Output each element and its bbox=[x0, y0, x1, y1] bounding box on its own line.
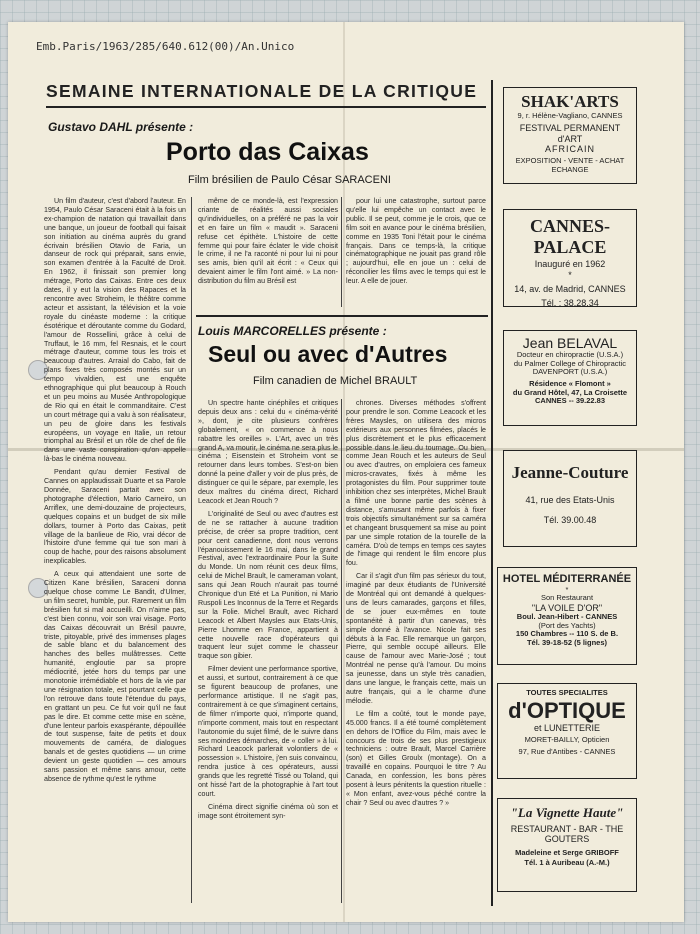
paragraph: pour lui une catastrophe, surtout parce qu'elle lui empêche un contact avec le public. Il se peut, comme je le crois, que ce film soit en avance pour le cinéma brésilien, comme en 1935 Toni l'était pour le cinéma français. Dans ce temps-là, la critique cinématographique ne jouait pas grand rôle ; aujourd'hui, elle en joue un : celui de réconcilier les films avec le temps qui est le leur. A elle de jouer. bbox=[346, 197, 486, 286]
paragraph: L'originalité de Seul ou avec d'autres est de ne se rattacher à aucune tradition précise, de créer sa propre tradition, cent pour cent canadienne, dont nous verrons l'épanouissement le 16 mai, dans le grand Festival, avec l'extraordinaire Pour la Suite du Monde. Un nom réunit ces deux films, celui de Michel Brault, le cameraman volant, sans qui Jean Rouch n'aurait pas tourné Chronique d'un Eté et La Punition, ni Mario Ruspoli Les Inconnus de la Terre et Regards sur la Folie. Michel Brault, avec Richard Leacock et Albert Maysles aux Etats-Unis, Pierre Lhomme en France, appartient à cette nouvelle race d'opérateurs qui traquent leur sujet comme le chasseur traque son gibier. bbox=[198, 509, 338, 661]
paragraph: Le film a coûté, tout le monde paye, 45.000 francs. Il a été tourné complètement en dehors de l'Office du Film, mais avec le concours de trois de ses plus prestigieux techniciens : outre Brault, Marcel Carrière (son) et Gilles Groulx (montage). On a travaillé en copains. Pourquoi le titre ? Au Canada, en confession, les bons pères posent à leurs pénitents la question rituelle : « Mon enfant, avez-vous péché contre la chair ? Seul ou avec d'autres ? » bbox=[346, 709, 486, 807]
film2-column-1 bbox=[198, 399, 338, 903]
column-rule bbox=[191, 197, 192, 903]
ad-hotel-mediterranee: HOTEL MÉDITERRANÉE * Son Restaurant "LA VOILE D'OR" Boul. Jean-Hibert - CANNES (Port des Yachts) 150 Chambres -- 110 S. de B. Tél. 39-18-52 (5 lignes) bbox=[497, 567, 637, 665]
ad-name: HOTEL MÉDITERRANÉE bbox=[502, 573, 632, 585]
paragraph: Pendant qu'au dernier Festival de Cannes on applaudissait Duarte et sa Parole Donnée, Saraceni partait avec son photographe d'élection, Mario Carneiro, un Arriflex, une demi-douzaine de projecteurs, quelques copains et un budget de six mille dollars, tourner à Porto das Caixas, petit village de la banlieue de Rio, vrai décor de l'histoire d'une femme qui tue son mari à coup de hache, pour des raisons absolument inexplicables. bbox=[44, 468, 186, 566]
ad-la-vignette-haute: "La Vignette Haute" RESTAURANT - BAR - THE GOUTERS Madeleine et Serge GRIBOFF Tél. 1 à Auribeau (A.-M.) bbox=[497, 798, 637, 892]
film2-column-2 bbox=[346, 399, 486, 903]
film2-presenter: Louis MARCORELLES présente : bbox=[198, 324, 387, 338]
film1-column-2 bbox=[198, 197, 338, 307]
paragraph: Filmer devient une performance sportive, et aussi, et surtout, contrairement à ce que se figurent beaucoup de profanes, une performance artistique. Il ne s'agit pas, contrairement à ce que s'imaginent certains, de filmer n'importe quoi, n'importe quand, n'importe comment, mais tout en respectant l'autonomie du sujet filmé, de le suivre dans ses moindres démarches, de « coller » à lui. Richard Leacock parlerait volontiers de « possession ». L'histoire, j'en suis convaincu, rendra justice à ces opérateurs, aussi grands que les regretté Tissé ou Toland, qui ont hissé l'art de la photographie à l'art tout court. bbox=[198, 665, 338, 798]
paragraph: Cinéma direct signifie cinéma où son et image sont étroitement syn- bbox=[198, 802, 338, 820]
ad-name: d'OPTIQUE bbox=[508, 697, 626, 723]
ad-jean-belaval: Jean BELAVAL Docteur en chiropractie (U.S.A.) du Palmer College of Chiropractic DAVENPORT (U.S.A.) Résidence « Flomont » du Grand Hôtel, 47, La Croisette CANNES -- 39.22.83 bbox=[503, 330, 637, 426]
paragraph: Car il s'agit d'un film pas sérieux du tout, imaginé par deux étudiants de l'Université de Montréal qui ont demandé à quelques-uns de leurs camarades, garçons et filles, de se jouer eux-mêmes en toute spontanéité à partir d'un canevas, très simple donné à l'avance. Nicole fait ses débuts à la Fac. Elle remarque un garçon, Pierre, qui semble occupé ailleurs. Elle cause de l'amour avec Marie-José ; tout Montréal ne pense qu'à l'amour. Du moins sa jeunesse, dans un style très canadien, dans une langue, le français cette, mais un autre français, qui a le charme d'une mélodie. bbox=[346, 572, 486, 705]
film1-title: Porto das Caixas bbox=[166, 138, 369, 166]
section-divider bbox=[196, 315, 488, 317]
paragraph: A ceux qui attendaient une sorte de Citizen Kane brésilien, Saraceni donna quelque chose comme Le Bandit, d'Ulmer, un film secret, humble, pur. Rarement un film brésilien fut si mal accueilli. On n'aime pas, c'est bien connu, voir son vrai visage. Porto das Caixas découvrait un Brésil pauvre, triste, pitoyable, privé des immenses plages de sable blanc et du balancement des hanches des belles mulâtresses. Cette humanité, engloutie par sa propre médiocrité, jetée hors du temps par une monotonie irrémédiable et hors de la vie par une résignation totale, est pourtant celle que l'on retrouve dans toute l'étendue du pays, en grattant un peu. Ce fut voir qu'il ne faut pas le dire. Et comme cette mise en scène, d'une lenteur parfois exaspérante, dépouillée de tout suspense, faite de petits et doux mouvements de caméra, de dialogues banals et de gestes quotidiens — un crime devient un geste quotidien — ces amours sans passion et même sans amour, cette absence de rythme qu'est le rythme bbox=[44, 570, 186, 783]
ad-optique: TOUTES SPECIALITES d'OPTIQUE et LUNETTERIE MORET-BAILLY, Opticien 97, Rue d'Antibes - CANNES bbox=[497, 683, 637, 779]
ad-name: SHAK'ARTS bbox=[521, 92, 619, 111]
ad-cannes-palace: CANNES-PALACE Inauguré en 1962 * 14, av. de Madrid, CANNES Tél. : 38.28.34 bbox=[503, 209, 637, 307]
masthead: SEMAINE INTERNATIONALE DE LA CRITIQUE bbox=[46, 81, 486, 108]
ad-shakarts: SHAK'ARTS 9, r. Hélène-Vagliano, CANNES FESTIVAL PERMANENT d'ART AFRICAIN EXPOSITION - VENTE - ACHAT ECHANGE bbox=[503, 87, 637, 184]
film1-presenter: Gustavo DAHL présente : bbox=[48, 120, 194, 134]
paragraph: chrones. Diverses méthodes s'offrent pour prendre le son. Comme Leacock et les frères Maysles, on utilisera des micros extérieurs aux personnes filmées, placés le plus discrètement et le plus efficacement possible dans le lieu du tournage. Ou bien, comme Jean Rouch et les auteurs de Seul ou avec d'autres, on emploiera ces fameux micros-cravates, fixés à même les protagonistes du film. Pour supprimer toute inhibition chez ses interprètes, Michel Brault a filmé une bonne partie des scènes à distance, s'amusant même parfois à fixer trois objectifs simultanément sur sa caméra et changeant brusquement sa mise au point par une simple rotation de la tourelle de la caméra. D'où de temps en temps ces saytes de l'image qui rendent le film encore plus fou. bbox=[346, 399, 486, 568]
ad-name: Jean BELAVAL bbox=[522, 335, 618, 351]
column-rule bbox=[341, 399, 342, 903]
ads-column-rule bbox=[491, 80, 493, 906]
film1-subtitle: Film brésilien de Paulo César SARACENI bbox=[188, 174, 391, 186]
ad-name: CANNES-PALACE bbox=[529, 216, 610, 257]
paragraph: Un spectre hante cinéphiles et critiques depuis deux ans : celui du « cinéma-vérité », dont, je cite plusieurs confrères globalement, « on commence à nous rabattre les oreilles ». L'Art, avec un très grand A, va mourir, le cinéma ne sera plus le cinéma ; Eisenstein et Stroheim vont se retourner dans leurs tombes. S'est-on bien donné la peine d'aller y voir de plus près, de distinguer ce qui le sépare, par exemple, les deux maîtres du cinéma direct, Richard Leacock et Jean Rouch ? bbox=[198, 399, 338, 505]
film2-title: Seul ou avec d'Autres bbox=[208, 341, 448, 367]
column-rule bbox=[341, 197, 342, 307]
ad-jeanne-couture: Jeanne-Couture 41, rue des Etats-Unis Tél. 39.00.48 bbox=[503, 450, 637, 547]
film1-column-1 bbox=[44, 197, 186, 903]
ad-name: "La Vignette Haute" bbox=[510, 805, 624, 820]
film1-column-3 bbox=[346, 197, 486, 307]
film2-subtitle: Film canadien de Michel BRAULT bbox=[253, 375, 418, 387]
paragraph: même de ce monde-là, est l'expression criante de réalités aussi sociales qu'individuelles, on a préféré ne pas la voir et en faire un film « maudit ». Saraceni refuse cet épithète. L'histoire de cette femme qui pour faire éclater le vide choisit le crime, il ne l'a raconté ni pour lui ni pour ses amis, bien qu'il ait écrit : « Ceux qui devaient aimer le film l'ont aimé. » La non-distribution du film au Brésil est bbox=[198, 197, 338, 286]
registration-stamp: Emb.Paris/1963/285/640.612(00)/An.Unico bbox=[36, 40, 295, 53]
paragraph: Un film d'auteur, c'est d'abord l'auteur. En 1954, Paulo César Saraceni était à la fois un ex-champion de natation qui travaillait dans une banque, un joueur de football qui faisait son initiation au cinéma auprès du grand écrivain brésilien Otavio de Faria, un danseur de rock qui préparait, sans envie, son examen d'entrée à la Faculté de Droit. En 1962, il finissait son premier long métrage, Porto das Caixas. Entre ces deux dates, il y eut la vision des Rapaces et la rencontre avec Stroheim, le théâtre comme acteur et assistant, la télévision et la voie royale du cinéaste moderne : la critique ésotérique et déroutante comme du Godard, l'amour de Rossellini, grâce à celui de Truffaut, le 16 mm, fel Resnais, et le court métrage d'auteur, comme tous les trois et beaucoup d'autres. Arraial do Cabo, fait de plans fixes très composés montés sur un tempo vivaldien, est une enquête ethnographique qui plut beaucoup à Rouch et un peu moins au Musée Anthropologique de Rio qui en était le commanditaire. C'est un court métrage qui a valu à son réalisateur, un peu de gloire dans les festivals européens, un voyage en Italie, un retour triomphal au Brésil et un rôle de chef de file dans une vaste conspiration qu'on appelle là-bas le cinéma nouveau. bbox=[44, 197, 186, 464]
ad-name: Jeanne-Couture bbox=[511, 463, 629, 482]
